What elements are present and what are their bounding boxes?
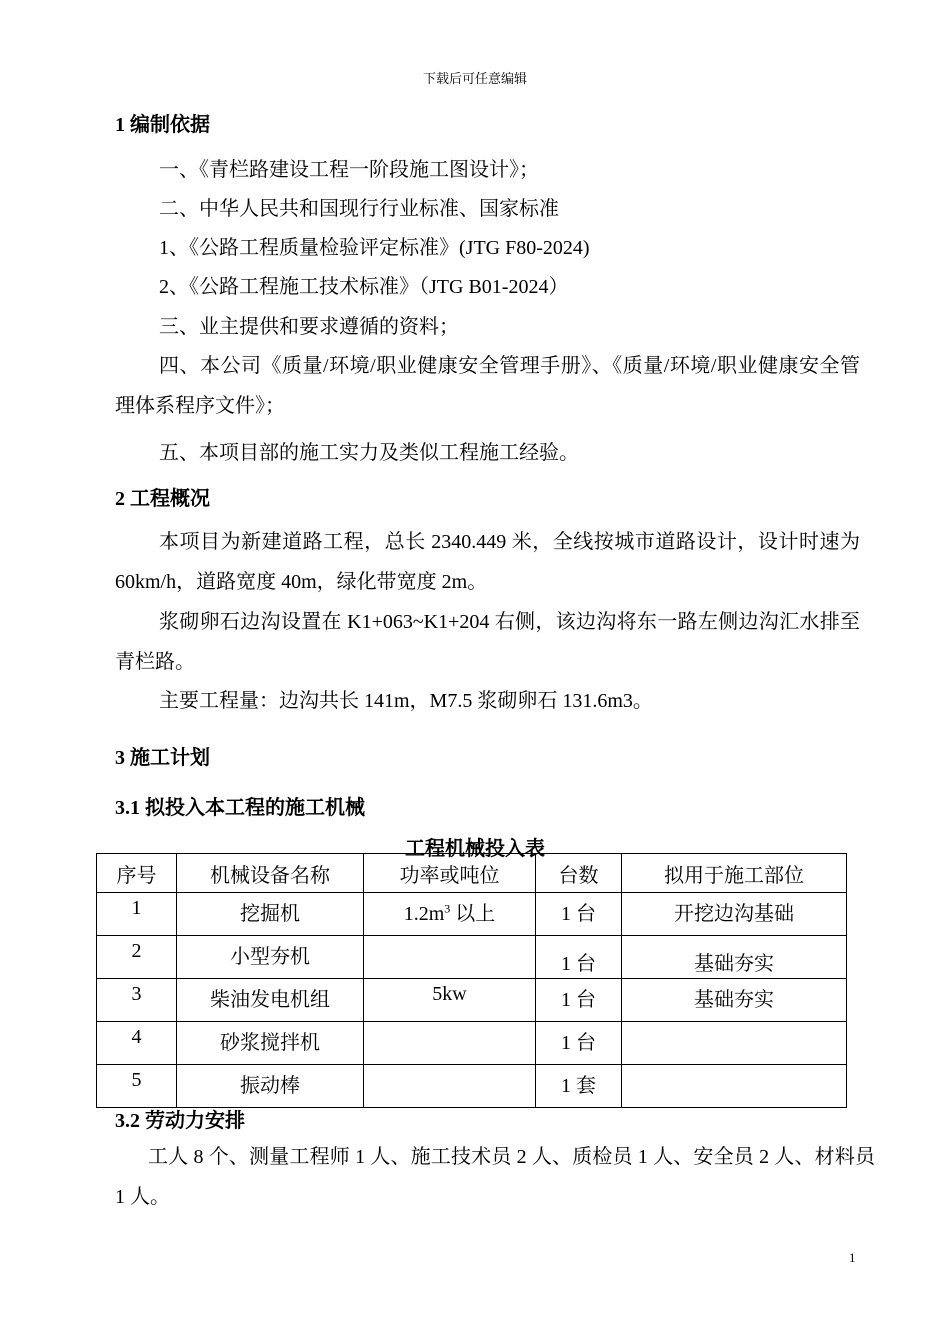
table-row: [97, 979, 847, 1022]
section-3-heading: 3 施工计划: [115, 747, 210, 769]
basis-item-3: 1、《公路工程质量检验评定标准》(JTG F80-2024): [159, 237, 590, 259]
table-cell: 柴油发电机组: [177, 979, 364, 1022]
power-value: 1.2m: [403, 903, 445, 925]
power-suffix: 以上: [455, 903, 496, 925]
table-row: [97, 893, 847, 936]
table-cell: [622, 1065, 847, 1108]
section-1-heading: 1 编制依据: [115, 114, 210, 136]
power-superscript: 3: [444, 901, 451, 916]
basis-item-5: 三、业主提供和要求遵循的资料；: [159, 316, 459, 338]
table-header-row: [97, 854, 847, 893]
section-3-2-heading: 3.2 劳动力安排: [115, 1110, 245, 1132]
header-cell: 拟用于施工部位: [622, 854, 847, 893]
header-cell: 台数: [536, 854, 622, 893]
overview-paragraph-2: 浆砌卵石边沟设置在 K1+063~K1+204 右侧，该边沟将东一路左侧边沟汇水排至青栏路。: [115, 611, 860, 673]
table-cell: 1: [97, 893, 177, 936]
table-cell: 3: [97, 979, 177, 1022]
table-row: [97, 936, 847, 979]
basis-item-4: 2、《公路工程施工技术标准》（JTG B01-2024）: [159, 276, 569, 298]
labor-paragraph: 工人 8 个、测量工程师 1 人、施工技术员 2 人、质检员 1 人、安全员 2 人、材料员 1 人。: [115, 1146, 875, 1208]
page-header: 下载后可任意编辑: [422, 71, 527, 86]
table-cell: 1 台: [536, 1022, 622, 1065]
section-2-heading: 2 工程概况: [115, 488, 210, 510]
table-cell: 挖掘机: [177, 893, 364, 936]
table-cell: [364, 1065, 536, 1108]
header-cell: 机械设备名称: [177, 854, 364, 893]
table-cell: [364, 893, 536, 936]
table-cell: 1 套: [536, 1065, 622, 1108]
header-cell: 功率或吨位: [364, 854, 536, 893]
basis-item-7: 五、本项目部的施工实力及类似工程施工经验。: [159, 442, 579, 464]
table-cell: 砂浆搅拌机: [177, 1022, 364, 1065]
machinery-table: [96, 853, 847, 1108]
page-number: 1: [849, 1250, 856, 1265]
overview-paragraph-3: 主要工程量：边沟共长 141m，M7.5 浆砌卵石 131.6m3。: [159, 690, 653, 712]
table-cell: 1 台: [536, 893, 622, 936]
table-cell: 基础夯实: [622, 979, 847, 1022]
table-cell: [364, 1022, 536, 1065]
table-cell: 2: [97, 936, 177, 979]
table-cell: 1 台: [536, 979, 622, 1022]
table-cell: 基础夯实: [622, 936, 847, 979]
table-cell: 5kw: [364, 979, 536, 1022]
basis-item-6: 四、本公司《质量/环境/职业健康安全管理手册》、《质量/环境/职业健康安全管理体系程序文件》；: [115, 355, 860, 417]
table-cell: [622, 1022, 847, 1065]
table-cell: 1 台: [536, 936, 622, 979]
table-row: [97, 1065, 847, 1108]
basis-item-1: 一、《青栏路建设工程一阶段施工图设计》；: [159, 159, 539, 181]
table-cell: 振动棒: [177, 1065, 364, 1108]
header-cell: 序号: [97, 854, 177, 893]
table-cell: 5: [97, 1065, 177, 1108]
basis-item-2: 二、中华人民共和国现行行业标准、国家标准: [159, 198, 559, 220]
table-cell: 4: [97, 1022, 177, 1065]
table-cell: [364, 936, 536, 979]
table-row: [97, 1022, 847, 1065]
overview-paragraph-1: 本项目为新建道路工程，总长 2340.449 米，全线按城市道路设计，设计时速为 60km/h，道路宽度 40m，绿化带宽度 2m。: [115, 531, 860, 593]
table-title: 工程机械投入表: [405, 838, 545, 860]
section-3-1-heading: 3.1 拟投入本工程的施工机械: [115, 797, 365, 819]
table-cell: 小型夯机: [177, 936, 364, 979]
table-cell: 开挖边沟基础: [622, 893, 847, 936]
